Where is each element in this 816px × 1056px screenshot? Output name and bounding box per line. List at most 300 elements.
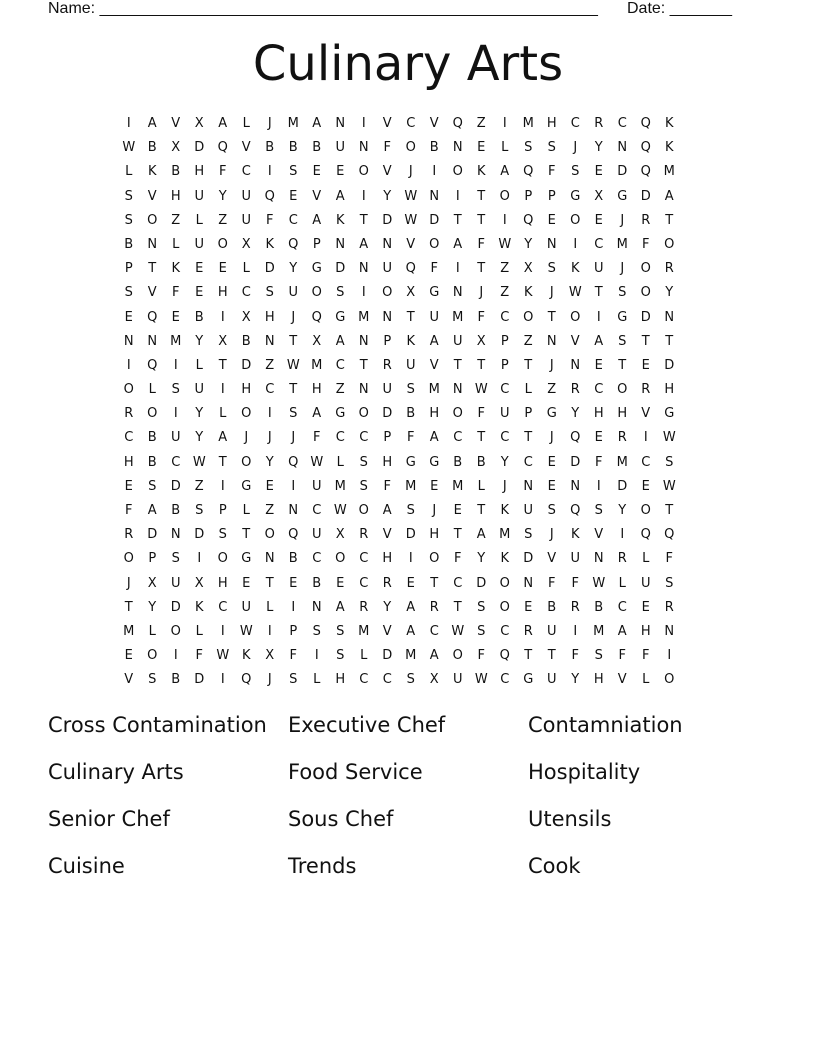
grid-letter: E bbox=[524, 599, 533, 615]
grid-letter: O bbox=[429, 236, 440, 252]
grid-letter: O bbox=[123, 551, 134, 567]
grid-letter: G bbox=[335, 406, 346, 422]
grid-letter: J bbox=[244, 430, 249, 446]
grid-letter: X bbox=[312, 333, 322, 349]
grid-letter: E bbox=[547, 212, 556, 228]
grid-letter: L bbox=[195, 357, 203, 373]
grid-letter: F bbox=[571, 575, 579, 591]
grid-letter: J bbox=[502, 478, 507, 494]
grid-letter: A bbox=[500, 164, 510, 180]
grid-letter: W bbox=[192, 454, 206, 470]
grid-letter: F bbox=[172, 285, 180, 301]
grid-letter: N bbox=[570, 478, 581, 494]
grid-letter: U bbox=[546, 623, 557, 639]
grid-letter: C bbox=[382, 672, 392, 688]
grid-letter: K bbox=[500, 503, 510, 518]
grid-letter: I bbox=[220, 623, 225, 639]
grid-letter: Y bbox=[594, 140, 603, 156]
grid-letter: Y bbox=[500, 454, 509, 470]
grid-letter: F bbox=[548, 575, 556, 591]
grid-letter: K bbox=[570, 527, 580, 543]
grid-letter: I bbox=[291, 599, 296, 615]
grid-letter: X bbox=[265, 648, 275, 664]
grid-letter: V bbox=[594, 527, 604, 543]
grid-letter: B bbox=[171, 503, 181, 518]
grid-letter: E bbox=[641, 478, 650, 494]
grid-letter: S bbox=[594, 648, 603, 664]
grid-letter: M bbox=[358, 623, 370, 639]
grid-letter: O bbox=[429, 551, 440, 567]
grid-letter: A bbox=[147, 503, 157, 518]
grid-letter: I bbox=[220, 478, 225, 494]
grid-letter: D bbox=[194, 140, 205, 156]
grid-letter: M bbox=[616, 236, 628, 252]
grid-letter: F bbox=[219, 164, 227, 180]
grid-letter: O bbox=[147, 648, 158, 664]
grid-letter: B bbox=[453, 454, 463, 470]
grid-letter: E bbox=[289, 188, 298, 204]
grid-letter: W bbox=[474, 382, 488, 398]
grid-letter: H bbox=[617, 406, 628, 422]
grid-letter: A bbox=[218, 430, 228, 446]
grid-letter: Z bbox=[218, 212, 228, 228]
grid-letter: D bbox=[640, 188, 651, 204]
grid-letter: N bbox=[335, 236, 346, 252]
grid-letter: D bbox=[476, 575, 487, 591]
grid-letter: R bbox=[641, 212, 651, 228]
grid-letter: J bbox=[620, 212, 625, 228]
grid-letter: U bbox=[546, 672, 557, 688]
grid-letter: Q bbox=[640, 527, 651, 543]
grid-letter: I bbox=[432, 164, 437, 180]
word-list-item: Hospitality bbox=[528, 760, 641, 784]
grid-letter: F bbox=[430, 261, 438, 277]
grid-letter: V bbox=[382, 116, 392, 131]
grid-letter: S bbox=[618, 333, 627, 349]
grid-letter: D bbox=[617, 164, 628, 180]
grid-letter: D bbox=[664, 357, 675, 373]
grid-letter: M bbox=[405, 648, 417, 664]
grid-letter: B bbox=[547, 599, 557, 615]
grid-letter: D bbox=[640, 309, 651, 325]
grid-letter: Y bbox=[265, 454, 274, 470]
grid-letter: A bbox=[312, 212, 322, 228]
grid-letter: W bbox=[662, 478, 676, 494]
grid-letter: L bbox=[618, 575, 626, 591]
grid-letter: N bbox=[147, 236, 158, 252]
grid-letter: L bbox=[336, 454, 344, 470]
grid-letter: E bbox=[594, 212, 603, 228]
grid-letter: J bbox=[267, 430, 272, 446]
grid-letter: V bbox=[171, 116, 181, 131]
grid-letter: Y bbox=[618, 503, 627, 518]
grid-letter: T bbox=[477, 430, 486, 446]
grid-letter: S bbox=[547, 503, 556, 518]
grid-letter: F bbox=[595, 454, 603, 470]
grid-letter: F bbox=[289, 648, 297, 664]
grid-letter: O bbox=[170, 623, 181, 639]
grid-letter: R bbox=[664, 599, 674, 615]
grid-letter: I bbox=[573, 623, 578, 639]
grid-letter: L bbox=[242, 116, 250, 131]
grid-letter: P bbox=[218, 503, 227, 518]
grid-letter: C bbox=[500, 623, 510, 639]
grid-letter: O bbox=[664, 672, 675, 688]
grid-letter: R bbox=[523, 623, 533, 639]
grid-letter: B bbox=[476, 454, 486, 470]
grid-letter: Q bbox=[640, 164, 651, 180]
grid-letter: U bbox=[499, 406, 510, 422]
grid-letter: M bbox=[170, 333, 182, 349]
grid-letter: X bbox=[147, 575, 157, 591]
grid-letter: H bbox=[429, 527, 440, 543]
grid-letter: O bbox=[217, 551, 228, 567]
word-list-item: Food Service bbox=[288, 760, 423, 784]
grid-letter: F bbox=[571, 648, 579, 664]
grid-letter: N bbox=[358, 261, 369, 277]
grid-letter: D bbox=[194, 672, 205, 688]
grid-letter: W bbox=[239, 623, 253, 639]
grid-letter: U bbox=[429, 309, 439, 325]
grid-letter: I bbox=[126, 357, 131, 373]
grid-letter: U bbox=[288, 285, 298, 301]
grid-letter: C bbox=[241, 164, 251, 180]
grid-letter: G bbox=[617, 188, 628, 204]
grid-letter: F bbox=[477, 648, 485, 664]
grid-letter: T bbox=[218, 357, 227, 373]
grid-letter: P bbox=[289, 623, 298, 639]
grid-letter: R bbox=[382, 357, 392, 373]
grid-letter: U bbox=[335, 140, 345, 156]
grid-letter: A bbox=[359, 236, 369, 252]
grid-letter: V bbox=[570, 333, 580, 349]
grid-letter: F bbox=[407, 430, 415, 446]
grid-letter: U bbox=[640, 575, 651, 591]
grid-letter: T bbox=[406, 309, 415, 325]
grid-letter: I bbox=[455, 188, 460, 204]
grid-letter: N bbox=[546, 236, 557, 252]
grid-letter: O bbox=[640, 285, 651, 301]
grid-letter: X bbox=[218, 333, 228, 349]
grid-letter: L bbox=[266, 599, 274, 615]
grid-letter: L bbox=[642, 672, 650, 688]
grid-letter: A bbox=[335, 333, 345, 349]
grid-letter: I bbox=[267, 623, 272, 639]
grid-letter: Q bbox=[288, 236, 299, 252]
grid-letter: S bbox=[148, 478, 157, 494]
grid-letter: O bbox=[452, 648, 463, 664]
grid-letter: D bbox=[335, 261, 346, 277]
grid-letter: H bbox=[217, 285, 228, 301]
grid-letter: S bbox=[359, 478, 368, 494]
grid-letter: S bbox=[524, 527, 533, 543]
grid-letter: M bbox=[593, 623, 605, 639]
grid-letter: E bbox=[477, 140, 486, 156]
word-list-item: Cross Contamination bbox=[48, 713, 267, 737]
grid-letter: E bbox=[641, 357, 650, 373]
grid-letter: J bbox=[549, 357, 554, 373]
grid-letter: E bbox=[124, 478, 133, 494]
grid-letter: T bbox=[477, 357, 486, 373]
grid-letter: M bbox=[334, 478, 346, 494]
grid-letter: L bbox=[195, 623, 203, 639]
grid-letter: K bbox=[664, 140, 674, 156]
grid-letter: I bbox=[267, 164, 272, 180]
grid-letter: S bbox=[406, 503, 415, 518]
grid-letter: V bbox=[382, 527, 392, 543]
grid-letter: E bbox=[547, 454, 556, 470]
grid-letter: H bbox=[640, 623, 651, 639]
grid-letter: D bbox=[147, 527, 158, 543]
grid-letter: U bbox=[194, 236, 204, 252]
grid-letter: D bbox=[617, 478, 628, 494]
grid-letter: L bbox=[313, 672, 321, 688]
grid-letter: Q bbox=[241, 672, 252, 688]
grid-letter: E bbox=[336, 575, 345, 591]
grid-letter: A bbox=[429, 430, 439, 446]
grid-letter: Q bbox=[499, 648, 510, 664]
grid-letter: N bbox=[593, 551, 604, 567]
grid-letter: I bbox=[502, 212, 507, 228]
grid-letter: U bbox=[241, 599, 251, 615]
word-list-item: Senior Chef bbox=[48, 807, 170, 831]
grid-letter: O bbox=[358, 406, 369, 422]
grid-letter: A bbox=[406, 623, 416, 639]
grid-letter: H bbox=[241, 382, 252, 398]
grid-letter: I bbox=[596, 309, 601, 325]
grid-letter: C bbox=[594, 382, 604, 398]
grid-letter: H bbox=[335, 672, 346, 688]
grid-letter: N bbox=[429, 188, 440, 204]
page-title: Culinary Arts bbox=[252, 36, 564, 92]
grid-letter: Z bbox=[523, 333, 533, 349]
grid-letter: I bbox=[361, 116, 366, 131]
grid-letter: O bbox=[335, 551, 346, 567]
grid-letter: W bbox=[404, 188, 418, 204]
grid-letter: Y bbox=[195, 333, 204, 349]
grid-letter: B bbox=[265, 140, 275, 156]
grid-letter: V bbox=[382, 164, 392, 180]
grid-letter: Q bbox=[523, 164, 534, 180]
grid-letter: F bbox=[642, 236, 650, 252]
grid-letter: M bbox=[287, 116, 299, 131]
grid-letter: Y bbox=[289, 261, 298, 277]
grid-letter: D bbox=[241, 357, 252, 373]
grid-letter: T bbox=[641, 333, 650, 349]
grid-letter: X bbox=[171, 140, 181, 156]
grid-letter: U bbox=[311, 527, 322, 543]
grid-letter: T bbox=[665, 333, 674, 349]
grid-letter: M bbox=[452, 478, 464, 494]
grid-letter: U bbox=[311, 478, 322, 494]
grid-letter: J bbox=[549, 285, 554, 301]
grid-letter: O bbox=[499, 188, 510, 204]
grid-letter: B bbox=[147, 454, 157, 470]
grid-letter: U bbox=[241, 188, 251, 204]
grid-letter: T bbox=[148, 261, 157, 277]
grid-letter: B bbox=[171, 672, 181, 688]
grid-letter: X bbox=[194, 575, 204, 591]
grid-letter: H bbox=[264, 309, 275, 325]
grid-letter: I bbox=[573, 236, 578, 252]
grid-letter: S bbox=[124, 188, 133, 204]
grid-letter: T bbox=[453, 212, 462, 228]
grid-letter: I bbox=[361, 188, 366, 204]
grid-letter: Y bbox=[477, 551, 486, 567]
grid-letter: C bbox=[124, 430, 134, 446]
grid-letter: S bbox=[547, 261, 556, 277]
grid-letter: D bbox=[523, 551, 534, 567]
grid-letter: G bbox=[311, 261, 322, 277]
grid-letter: H bbox=[593, 406, 604, 422]
grid-letter: R bbox=[664, 261, 674, 277]
grid-letter: B bbox=[312, 140, 322, 156]
grid-letter: N bbox=[664, 309, 675, 325]
grid-letter: C bbox=[288, 212, 298, 228]
grid-letter: N bbox=[170, 527, 181, 543]
grid-letter: T bbox=[477, 212, 486, 228]
grid-letter: M bbox=[123, 623, 135, 639]
grid-letter: S bbox=[665, 454, 674, 470]
grid-letter: Z bbox=[500, 261, 510, 277]
grid-letter: Y bbox=[571, 672, 580, 688]
grid-letter: N bbox=[311, 599, 322, 615]
grid-letter: T bbox=[453, 599, 462, 615]
grid-letter: E bbox=[124, 648, 133, 664]
grid-letter: C bbox=[453, 430, 463, 446]
grid-letter: I bbox=[197, 551, 202, 567]
grid-letter: F bbox=[477, 236, 485, 252]
grid-letter: Q bbox=[523, 212, 534, 228]
grid-letter: R bbox=[124, 406, 134, 422]
grid-letter: N bbox=[147, 333, 158, 349]
grid-letter: C bbox=[453, 575, 463, 591]
grid-letter: Q bbox=[217, 140, 228, 156]
grid-letter: S bbox=[124, 212, 133, 228]
grid-letter: Q bbox=[452, 116, 463, 131]
grid-letter: N bbox=[523, 575, 534, 591]
grid-letter: B bbox=[288, 551, 298, 567]
grid-letter: O bbox=[241, 454, 252, 470]
grid-letter: W bbox=[568, 285, 582, 301]
grid-letter: K bbox=[147, 164, 157, 180]
grid-letter: N bbox=[664, 623, 675, 639]
grid-letter: T bbox=[618, 357, 627, 373]
grid-letter: N bbox=[358, 140, 369, 156]
grid-letter: J bbox=[408, 164, 413, 180]
grid-letter: T bbox=[430, 575, 439, 591]
grid-letter: Y bbox=[148, 599, 157, 615]
grid-letter: S bbox=[265, 285, 274, 301]
grid-letter: S bbox=[289, 164, 298, 180]
grid-letter: U bbox=[405, 357, 416, 373]
grid-letter: C bbox=[500, 430, 510, 446]
grid-letter: O bbox=[499, 599, 510, 615]
grid-letter: V bbox=[406, 236, 416, 252]
grid-letter: T bbox=[665, 503, 674, 518]
word-list-item: Executive Chef bbox=[288, 713, 446, 737]
grid-letter: W bbox=[474, 672, 488, 688]
grid-letter: A bbox=[617, 623, 627, 639]
grid-letter: B bbox=[194, 309, 204, 325]
grid-letter: R bbox=[429, 599, 439, 615]
grid-letter: R bbox=[617, 430, 627, 446]
grid-letter: H bbox=[382, 551, 393, 567]
grid-letter: B bbox=[594, 599, 604, 615]
grid-letter: R bbox=[594, 116, 604, 131]
grid-letter: U bbox=[241, 212, 251, 228]
grid-letter: O bbox=[664, 236, 675, 252]
grid-letter: S bbox=[571, 164, 580, 180]
grid-letter: Z bbox=[194, 478, 204, 494]
grid-letter: Y bbox=[571, 406, 580, 422]
grid-letter: M bbox=[499, 527, 511, 543]
grid-letter: A bbox=[429, 648, 439, 664]
grid-letter: U bbox=[382, 382, 392, 398]
grid-letter: J bbox=[620, 261, 625, 277]
grid-letter: F bbox=[642, 648, 650, 664]
grid-letter: Y bbox=[218, 188, 227, 204]
grid-letter: F bbox=[665, 551, 673, 567]
grid-letter: Z bbox=[335, 382, 345, 398]
grid-letter: L bbox=[477, 478, 485, 494]
grid-letter: N bbox=[123, 333, 134, 349]
grid-letter: C bbox=[218, 599, 228, 615]
grid-letter: F bbox=[477, 309, 485, 325]
grid-letter: G bbox=[429, 454, 440, 470]
grid-letter: X bbox=[429, 672, 439, 688]
grid-letter: P bbox=[547, 188, 556, 204]
grid-letter: T bbox=[359, 212, 368, 228]
grid-letter: Q bbox=[664, 527, 675, 543]
grid-letter: A bbox=[335, 599, 345, 615]
grid-letter: L bbox=[148, 382, 156, 398]
grid-letter: L bbox=[501, 140, 509, 156]
grid-letter: Z bbox=[171, 212, 181, 228]
grid-letter: N bbox=[264, 551, 275, 567]
grid-letter: O bbox=[147, 212, 158, 228]
grid-letter: O bbox=[241, 406, 252, 422]
grid-letter: K bbox=[171, 261, 181, 277]
grid-letter: Q bbox=[264, 188, 275, 204]
grid-letter: J bbox=[267, 116, 272, 131]
grid-letter: I bbox=[267, 406, 272, 422]
grid-letter: T bbox=[124, 599, 133, 615]
grid-letter: O bbox=[570, 309, 581, 325]
grid-letter: N bbox=[452, 382, 463, 398]
grid-letter: J bbox=[291, 430, 296, 446]
grid-letter: L bbox=[195, 212, 203, 228]
grid-letter: L bbox=[360, 648, 368, 664]
grid-letter: T bbox=[359, 357, 368, 373]
grid-letter: E bbox=[195, 261, 204, 277]
grid-letter: O bbox=[452, 406, 463, 422]
grid-letter: E bbox=[218, 261, 227, 277]
grid-letter: O bbox=[570, 212, 581, 228]
grid-letter: I bbox=[173, 648, 178, 664]
word-list-item: Cuisine bbox=[48, 854, 125, 878]
grid-letter: C bbox=[641, 454, 651, 470]
grid-letter: E bbox=[430, 478, 439, 494]
grid-letter: F bbox=[266, 212, 274, 228]
grid-letter: T bbox=[524, 357, 533, 373]
grid-letter: L bbox=[219, 406, 227, 422]
grid-letter: G bbox=[523, 672, 534, 688]
grid-letter: K bbox=[241, 648, 251, 664]
grid-letter: I bbox=[220, 309, 225, 325]
grid-letter: Q bbox=[640, 140, 651, 156]
grid-letter: Z bbox=[265, 503, 275, 518]
